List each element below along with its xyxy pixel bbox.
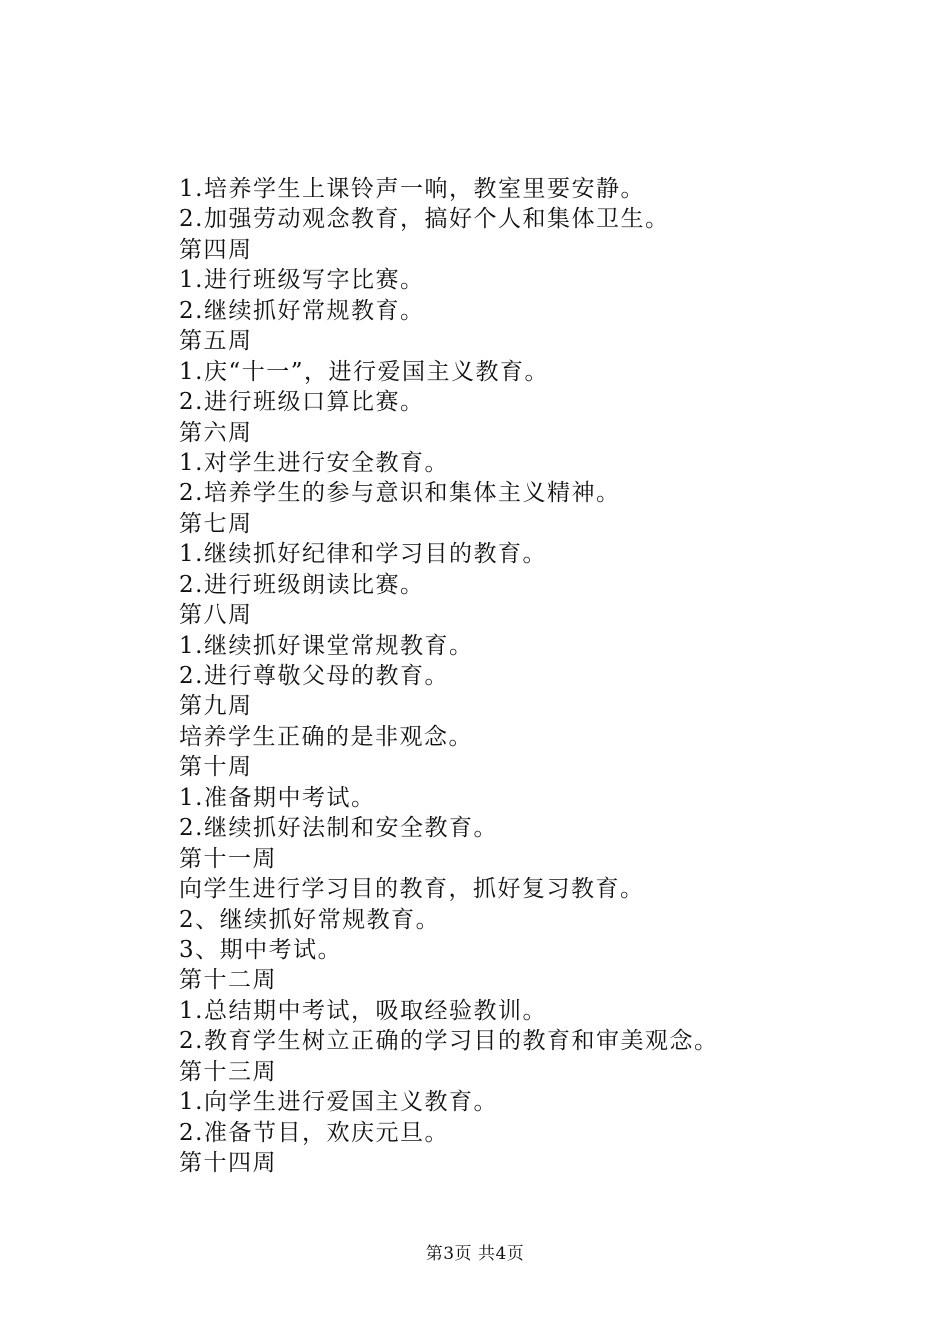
- text-line: 2.准备节目，欢庆元旦。: [179, 1119, 449, 1146]
- week-heading: 第七周: [179, 510, 253, 537]
- text-line: 2.继续抓好常规教育。: [179, 297, 425, 324]
- text-line: 2.进行班级口算比赛。: [179, 389, 425, 416]
- text-line: 3、期中考试。: [179, 936, 343, 963]
- text-line: 2.教育学生树立正确的学习目的教育和审美观念。: [179, 1028, 719, 1055]
- text-line: 2.加强劳动观念教育，搞好个人和集体卫生。: [179, 206, 670, 233]
- text-line: 2.进行尊敬父母的教育。: [179, 663, 449, 689]
- document-body: [179, 174, 799, 1178]
- week-heading: 第五周: [179, 328, 253, 355]
- text-line: 1.培养学生上课铃声一响，教室里要安静。: [179, 176, 645, 202]
- week-heading: 第十三周: [179, 1058, 277, 1085]
- week-heading: 第十四周: [179, 1150, 277, 1176]
- text-line: 2.进行班级朗读比赛。: [179, 571, 425, 598]
- week-heading: 第八周: [179, 602, 253, 629]
- text-line: 1.向学生进行爱国主义教育。: [179, 1089, 498, 1116]
- week-heading: 第六周: [179, 419, 253, 446]
- week-heading: 第四周: [179, 236, 253, 263]
- week-heading: 第十一周: [179, 845, 277, 872]
- text-line: 2.继续抓好法制和安全教育。: [179, 815, 498, 842]
- text-line: 1.庆“十一”，进行爱国主义教育。: [179, 358, 549, 385]
- week-heading: 第十周: [179, 754, 253, 781]
- text-line: 1.对学生进行安全教育。: [179, 449, 449, 476]
- page-footer: 第3页 共4页: [425, 1244, 525, 1264]
- text-line: 1.继续抓好课堂常规教育。: [179, 632, 474, 659]
- text-line: 2.培养学生的参与意识和集体主义精神。: [179, 480, 621, 507]
- text-line: 1.进行班级写字比赛。: [179, 267, 425, 294]
- text-line: 1.准备期中考试。: [179, 784, 376, 811]
- text-line: 培养学生正确的是非观念。: [179, 723, 473, 750]
- text-line: 1.继续抓好纪律和学习目的教育。: [179, 541, 547, 568]
- text-line: 2、继续抓好常规教育。: [179, 906, 441, 933]
- text-line: 1.总结期中考试，吸取经验教训。: [179, 997, 547, 1024]
- week-heading: 第十二周: [179, 967, 277, 994]
- text-line: 向学生进行学习目的教育，抓好复习教育。: [179, 876, 645, 903]
- week-heading: 第九周: [179, 693, 253, 720]
